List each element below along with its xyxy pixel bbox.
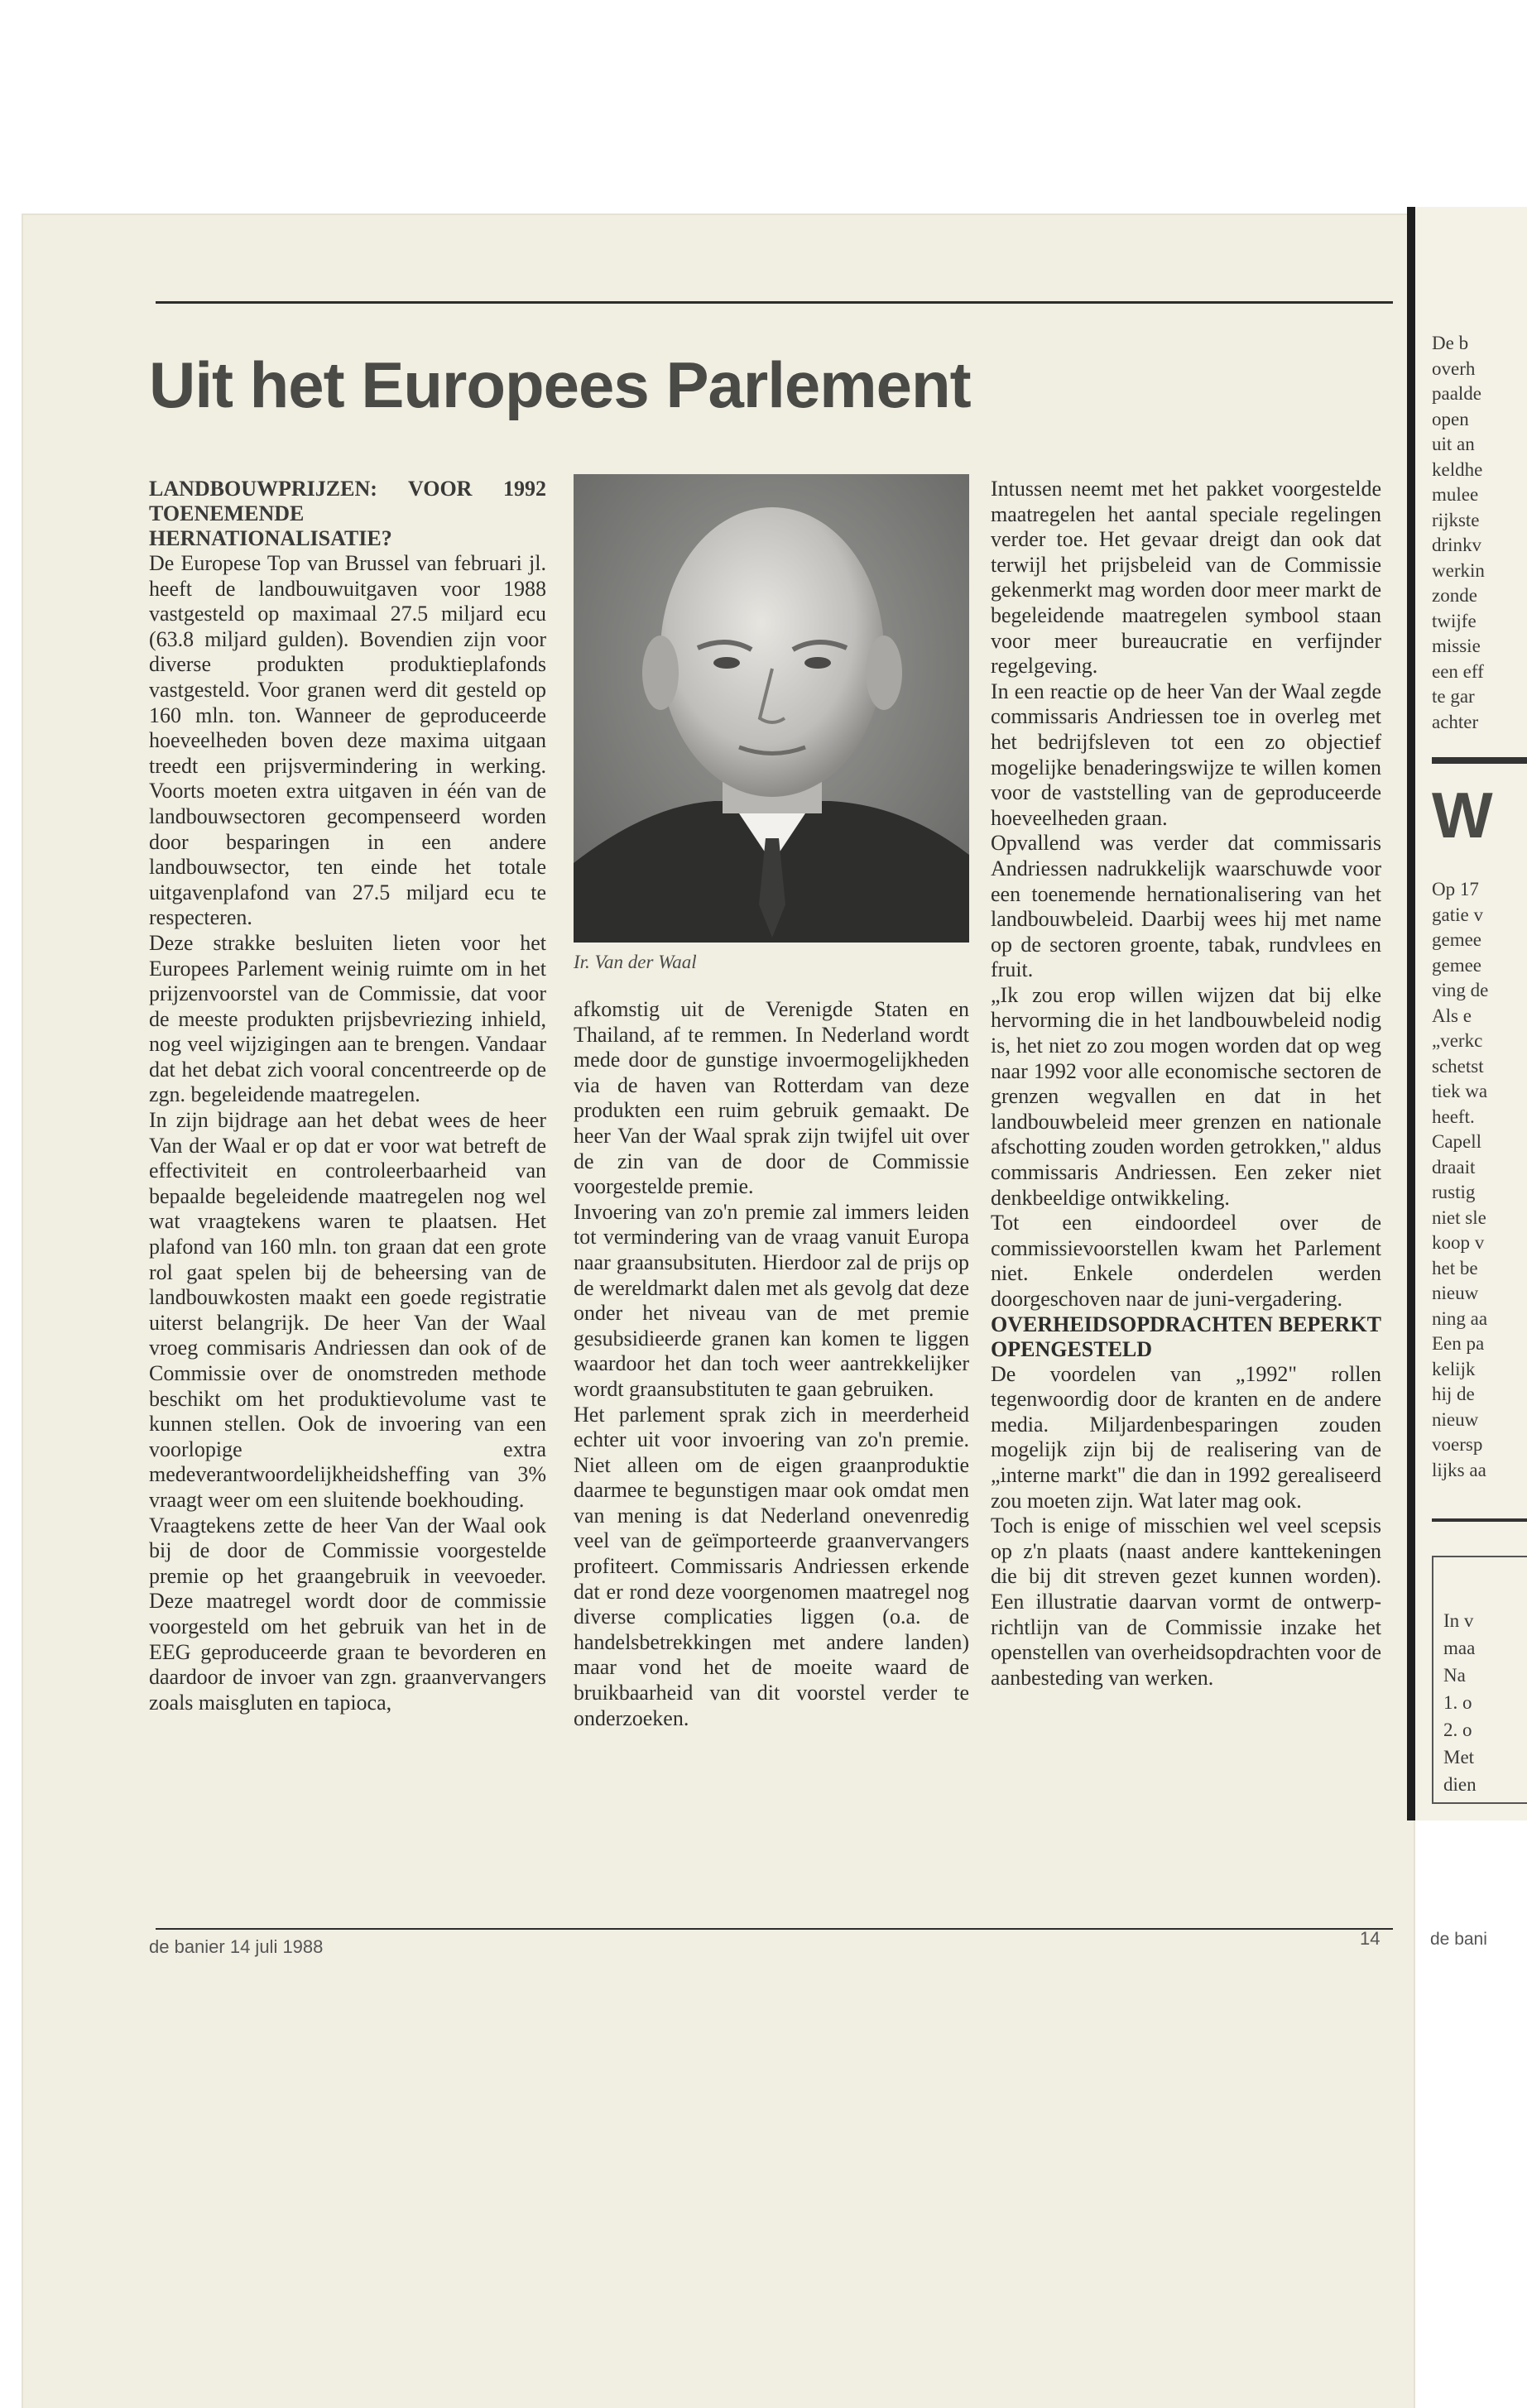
paragraph: Opvallend was verder dat commissaris Andriessen nadrukkelijk waarschuwde voor een toenemende hernationalisering van het landbouwbeleid. Daarbij wees hij met name op de sectoren groente, tabak, rundvlees en fruit.: [991, 831, 1381, 982]
next-page-line: draait: [1432, 1156, 1476, 1178]
next-page-line: Met: [1443, 1747, 1475, 1768]
page-title: Uit het Europees Parlement: [149, 348, 971, 421]
next-page-line: tiek wa: [1432, 1081, 1488, 1101]
paragraph: Invoering van zo'n premie zal immers leiden tot vermindering van de vraag vanuit Europa naar graansubsituten. Hierdoor zal de prijs op de wereldmarkt dalen met als gevolg dat deze onder het niveau van de met premie gesubsidieerde granen kan komen te liggen waardoor het dan toch weer aantrekkelijker wordt graansubstituten te gaan gebruiken.: [574, 1199, 969, 1401]
paragraph: Tot een eindoordeel over de commissievoorstellen kwam het Parlement niet. Enkele onderdelen werden doorgeschoven naar de juni-vergadering.: [991, 1211, 1381, 1311]
next-page-heading: W: [1432, 779, 1493, 851]
next-page-line: In v: [1443, 1610, 1474, 1631]
next-page-line: ning aa: [1432, 1307, 1488, 1329]
next-page-line: Op 17: [1432, 879, 1479, 899]
next-page-line: gemee: [1432, 929, 1482, 950]
next-page-line: mulee: [1432, 484, 1479, 505]
section-heading-overheidsopdrachten: OVERHEIDSOPDRACHTEN BEPERKT OPENGESTELD: [991, 1312, 1381, 1361]
next-page-rule-2: [1432, 1518, 1527, 1522]
next-page-line: twijfe: [1432, 610, 1477, 631]
next-page-line: uit an: [1432, 434, 1475, 454]
paragraph: Toch is enige of misschien wel veel scepsis op z'n plaats (naast andere kanttekeningen die bij dit streven gezet kunnen worden). Een illustratie daarvan vormt de ontwerp-richtlijn van de Commissie inzake het openstellen van overheidsopdrachten voor de aanbesteding van werken.: [991, 1513, 1381, 1690]
next-page-line: Capell: [1432, 1131, 1482, 1152]
footer-publication: de banier 14 juli 1988: [149, 1936, 324, 1957]
next-page-line: Een pa: [1432, 1333, 1485, 1354]
next-page-line: keldhe: [1432, 458, 1483, 480]
next-page-line: open: [1432, 408, 1469, 429]
next-page-line: nieuw: [1432, 1408, 1479, 1430]
next-page-line: rustig: [1432, 1182, 1476, 1202]
next-page-footer: de bani: [1430, 1930, 1487, 1949]
next-page-text-mid: [1432, 877, 1488, 1483]
next-page-line: 2. o: [1443, 1720, 1472, 1740]
next-page-line: ving de: [1432, 980, 1489, 1000]
next-page-line: rijkste: [1432, 509, 1480, 530]
next-page-line: achter: [1432, 711, 1479, 732]
next-page-line: schetst: [1432, 1055, 1484, 1077]
bottom-rule: [156, 1928, 1393, 1930]
next-page-line: nieuw: [1432, 1283, 1479, 1303]
next-page-line: maa: [1443, 1638, 1476, 1658]
article-column-3: [991, 477, 1381, 1691]
photo-caption: Ir. Van der Waal: [574, 952, 697, 972]
next-page-line: De b: [1432, 333, 1469, 353]
paragraph: Het parlement sprak zich in meerderheid echter uit voor invoering van zo'n premie. Niet alleen om de eigen graanproduktie daarmee te begunstigen maar ook omdat men van mening is dat Nederland onevenredig veel van de geïmporteerde graanvervangers profiteert. Commissaris Andriessen erkende dat er rond deze voorgenomen maatregel nog diverse complicaties liggen (o.a. de handelsbetrekkingen met andere landen) maar vond het de moeite waard de bruikbaarheid van dit voorstel verder te onderzoeken.: [574, 1402, 969, 1730]
next-page-line: werkin: [1432, 559, 1485, 581]
next-page-line: Na: [1443, 1665, 1466, 1686]
next-page-line: 1. o: [1443, 1692, 1472, 1713]
next-page-line: koop v: [1432, 1232, 1485, 1253]
next-page-line: drinkv: [1432, 535, 1482, 555]
paragraph: afkomstig uit de Verenigde Staten en Thailand, af te remmen. In Nederland wordt mede door de gunstige invoermogelijkheden via de haven van Rotterdam van deze produkten een ruim gebruik gemaakt. De heer Van der Waal sprak zijn twijfel uit over de zin van de door de Commissie voorgestelde premie.: [574, 997, 969, 1199]
next-page-line: gatie v: [1432, 904, 1483, 925]
portrait-image: [574, 474, 969, 943]
next-page-line: niet sle: [1432, 1206, 1486, 1228]
next-page-text-top: [1432, 331, 1485, 735]
next-page-line: missie: [1432, 636, 1481, 656]
next-page-line: een eff: [1432, 660, 1484, 682]
next-page-line: kelijk: [1432, 1358, 1476, 1379]
top-rule: [156, 301, 1393, 304]
next-page-line: te gar: [1432, 686, 1475, 707]
next-page-line: Als e: [1432, 1005, 1472, 1026]
article-column-1: [149, 477, 546, 1715]
paragraph: De Europese Top van Brussel van februari jl. heeft de landbouwuitgaven voor 1988 vastgesteld op maximaal 27.5 miljard ecu (63.8 miljard gulden). Bovendien zijn voor diverse produkten produktieplafonds vastgesteld. Voor granen werd dit gesteld op 160 mln. ton. Wanneer de geproduceerde hoeveelheden boven deze maxima uitgaan treedt een prijsvermindering in werking. Voorts moeten extra uitgaven in één van de landbouwsectoren gecompenseerd worden door besparingen in een andere landbouwsector, ten einde het totale uitgavenplafond van 27.5 miljard ecu te respecteren.: [149, 551, 546, 930]
page-number: 14: [1360, 1928, 1381, 1949]
next-page-line: het be: [1432, 1257, 1478, 1278]
next-page-line: hij de: [1432, 1384, 1475, 1404]
next-page-line: „verkc: [1432, 1030, 1483, 1051]
next-page-box-text: [1443, 1607, 1477, 1798]
paragraph: In zijn bijdrage aan het debat wees de heer Van der Waal er op dat er voor wat betreft de effectiviteit en controleerbaarheid van bepaalde begeleidende maatregelen nog wel wat vraagtekens waren te plaatsen. Het plafond van 160 mln. ton graan dat een grote rol gaat spelen bij de beheersing van de landbouwkosten maakt een goede registratie uiterst belangrijk. De heer Van der Waal vroeg commisaris Andriessen dan ook of de Commissie over de onomstreden methode beschikt om het produktievolume vast te kunnen stellen. Ook de invoering van een voorlopige extra medeverantwoordelijkheidsheffing van 3% vraagt weer om een sluitende boekhouding.: [149, 1108, 546, 1512]
paragraph: Vraagtekens zette de heer Van der Waal ook bij de door de Commissie voorgestelde premie op het graangebruik in veevoeder. Deze maatregel wordt door de commissie voorgesteld om het gebruik van het in de EEG geproduceerde graan te bevorderen en daardoor de invoer van zgn. graanvervangers zoals maisgluten en tapioca,: [149, 1513, 546, 1715]
paragraph: Deze strakke besluiten lieten voor het Europees Parlement weinig ruimte om in het prijzenvoorstel van de Commissie, dat voor de meeste produkten prijsbevriezing inhield, nog veel wijzigingen aan te brengen. Vandaar dat het debat zich vooral concentreerde op de zgn. begeleidende maatregelen.: [149, 930, 546, 1107]
next-page-line: lijks aa: [1432, 1459, 1486, 1480]
next-page-line: heeft.: [1432, 1106, 1475, 1127]
paragraph: De voordelen van „1992" rollen tegenwoordig door de kranten en de andere media. Miljardenbesparingen zouden mogelijk zijn bij de realisering van de „interne markt" die dan in 1992 gerealiseerd zou moeten zijn. Wat later mag ook.: [991, 1361, 1381, 1513]
article-column-2: [574, 997, 969, 1731]
next-page-line: gemee: [1432, 954, 1482, 976]
paragraph: „Ik zou erop willen wijzen dat bij elke hervorming die in het landbouwbeleid nodig is, het niet zo zou mogen worden dat op weg naar 1992 voor alle economische sectoren de grenzen wegvallen en dat in het landbouwbeleid meer grenzen en nationale afschotting zouden worden getrokken," aldus commissaris Andriessen. Een zeker niet denkbeeldige ontwikkeling.: [991, 982, 1381, 1210]
next-page-line: dien: [1443, 1774, 1477, 1795]
next-page-line: overh: [1432, 357, 1476, 379]
portrait-photo: [574, 474, 969, 943]
next-page-edge: [1407, 207, 1527, 1820]
paragraph: Intussen neemt met het pakket voorgestelde maatregelen het aantal speciale regelingen verder toe. Het gevaar dreigt dan ook dat terwijl het prijsbeleid van de Commissie gekenmerkt mag worden door meer markt de begeleidende maatregelen symbool staan voor meer bureaucratie en verfijnder regelgeving.: [991, 477, 1381, 679]
next-page-box: [1432, 1556, 1527, 1804]
next-page-line: paalde: [1432, 383, 1482, 404]
next-page-line: zonde: [1432, 585, 1477, 606]
next-page-line: voersp: [1432, 1434, 1483, 1455]
next-page-rule: [1432, 757, 1527, 764]
paragraph: In een reactie op de heer Van der Waal zegde commissaris Andriessen toe in overleg met het bedrijfsleven tot een zo objectief mogelijke benaderingswijze te willen komen voor de vaststelling van de geproduceerde hoeveelheden graan.: [991, 679, 1381, 830]
section-heading-landbouwprijzen: LANDBOUWPRIJZEN: VOOR 1992 TOENEMENDE HERNATIONALISATIE?: [149, 477, 546, 550]
